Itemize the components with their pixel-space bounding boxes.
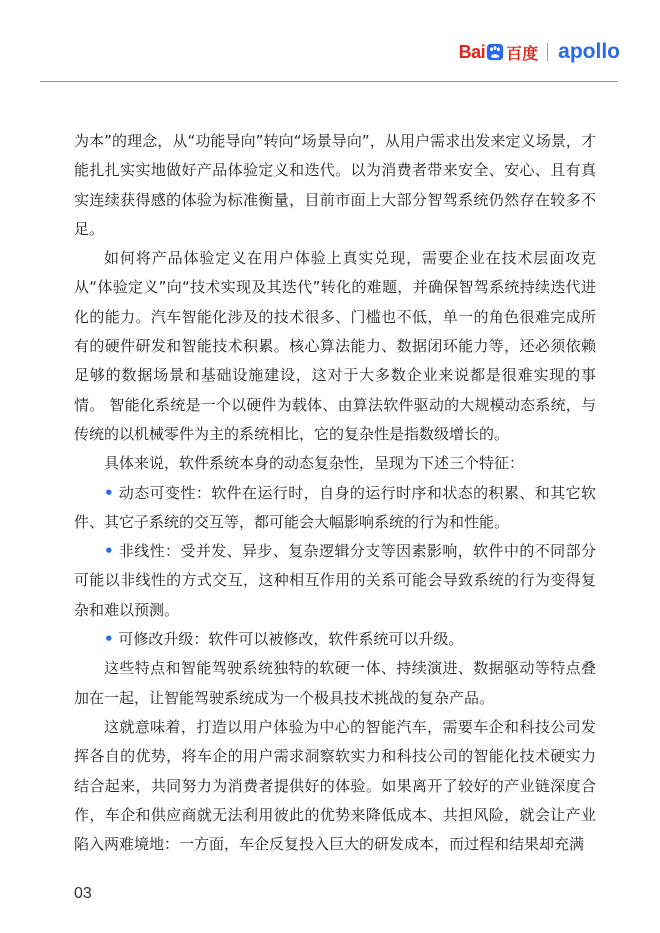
baidu-paw-icon <box>486 43 504 61</box>
baidu-logo-latin: Bai <box>458 41 486 62</box>
paragraph-1: 为本”的理念，从“功能导向”转向“场景导向”，从用户需求出发来定义场景，才能扎扎实实地做好产品体验定义和迭代。以为消费者带来安全、安心、且有真实连续获得感的体验为标准衡量，目前市面上大部分智驾系统仍然存在较多不足。 <box>74 132 596 238</box>
bullet-item-2 <box>74 537 596 625</box>
apollo-logo: apollo <box>558 40 620 63</box>
document-body <box>74 127 596 859</box>
paragraph-2: 如何将产品体验定义在用户体验上真实兑现，需要企业在技术层面攻克从“体验定义”向“技术实现及其迭代”转化的难题，并确保智驾系统持续迭代进化的能力。汽车智能化涉及的技术很多、门槛也不低，单一的角色很难完成所有的硬件研发和智能技术积累。核心算法能力、数据闭环能力等，还必须依赖足够的数据场景和基础设施建设，这对于大多数企业来说都是很难实现的事情。 智能化系统是一个以硬件为载体、由算法软件驱动的大规模动态系统，与传统的以机械零件为主的系统相比，它的复杂性是指数级增长的。 <box>74 249 596 443</box>
bullet-dot-icon: • <box>104 630 114 649</box>
bullet-text: 非线性：受并发、异步、复杂逻辑分支等因素影响，软件中的不同部分可能以非线性的方式交互，这种相互作用的关系可能会导致系统的行为变得复杂和难以预测。 <box>74 542 596 619</box>
baidu-logo <box>459 41 539 64</box>
paragraph-3: 具体来说，软件系统本身的动态复杂性，呈现为下述三个特征： <box>104 454 525 473</box>
header-divider <box>40 81 618 82</box>
baidu-logo-cn: 百度 <box>506 45 539 63</box>
bullet-text: 可修改升级：软件可以被修改，软件系统可以升级。 <box>118 630 464 649</box>
logo-divider <box>547 43 548 61</box>
bullet-text: 动态可变性：软件在运行时，自身的运行时序和状态的积累、和其它软件、其它子系统的交互等，都可能会大幅影响系统的行为和性能。 <box>74 483 596 531</box>
bullet-dot-icon: • <box>104 542 114 561</box>
bullet-item-3 <box>74 625 596 654</box>
logo-group <box>459 38 620 66</box>
page-number: 03 <box>74 885 92 902</box>
bullet-item-1 <box>74 479 596 538</box>
page-header <box>0 0 660 82</box>
bullet-dot-icon: • <box>104 483 114 502</box>
paragraph-5: 这就意味着，打造以用户体验为中心的智能汽车，需要车企和科技公司发挥各自的优势，将车企的用户需求洞察软实力和科技公司的智能化技术硬实力结合起来，共同努力为消费者提供好的体验。如果离开了较好的产业链深度合作，车企和供应商就无法利用彼此的优势来降低成本、共担风险，就会让产业陷入两难境地：一方面，车企反复投入巨大的研发成本，而过程和结果却充满 <box>74 717 596 854</box>
paragraph-4: 这些特点和智能驾驶系统独特的软硬一体、持续演进、数据驱动等特点叠加在一起，让智能驾驶系统成为一个极具技术挑战的复杂产品。 <box>74 659 596 707</box>
